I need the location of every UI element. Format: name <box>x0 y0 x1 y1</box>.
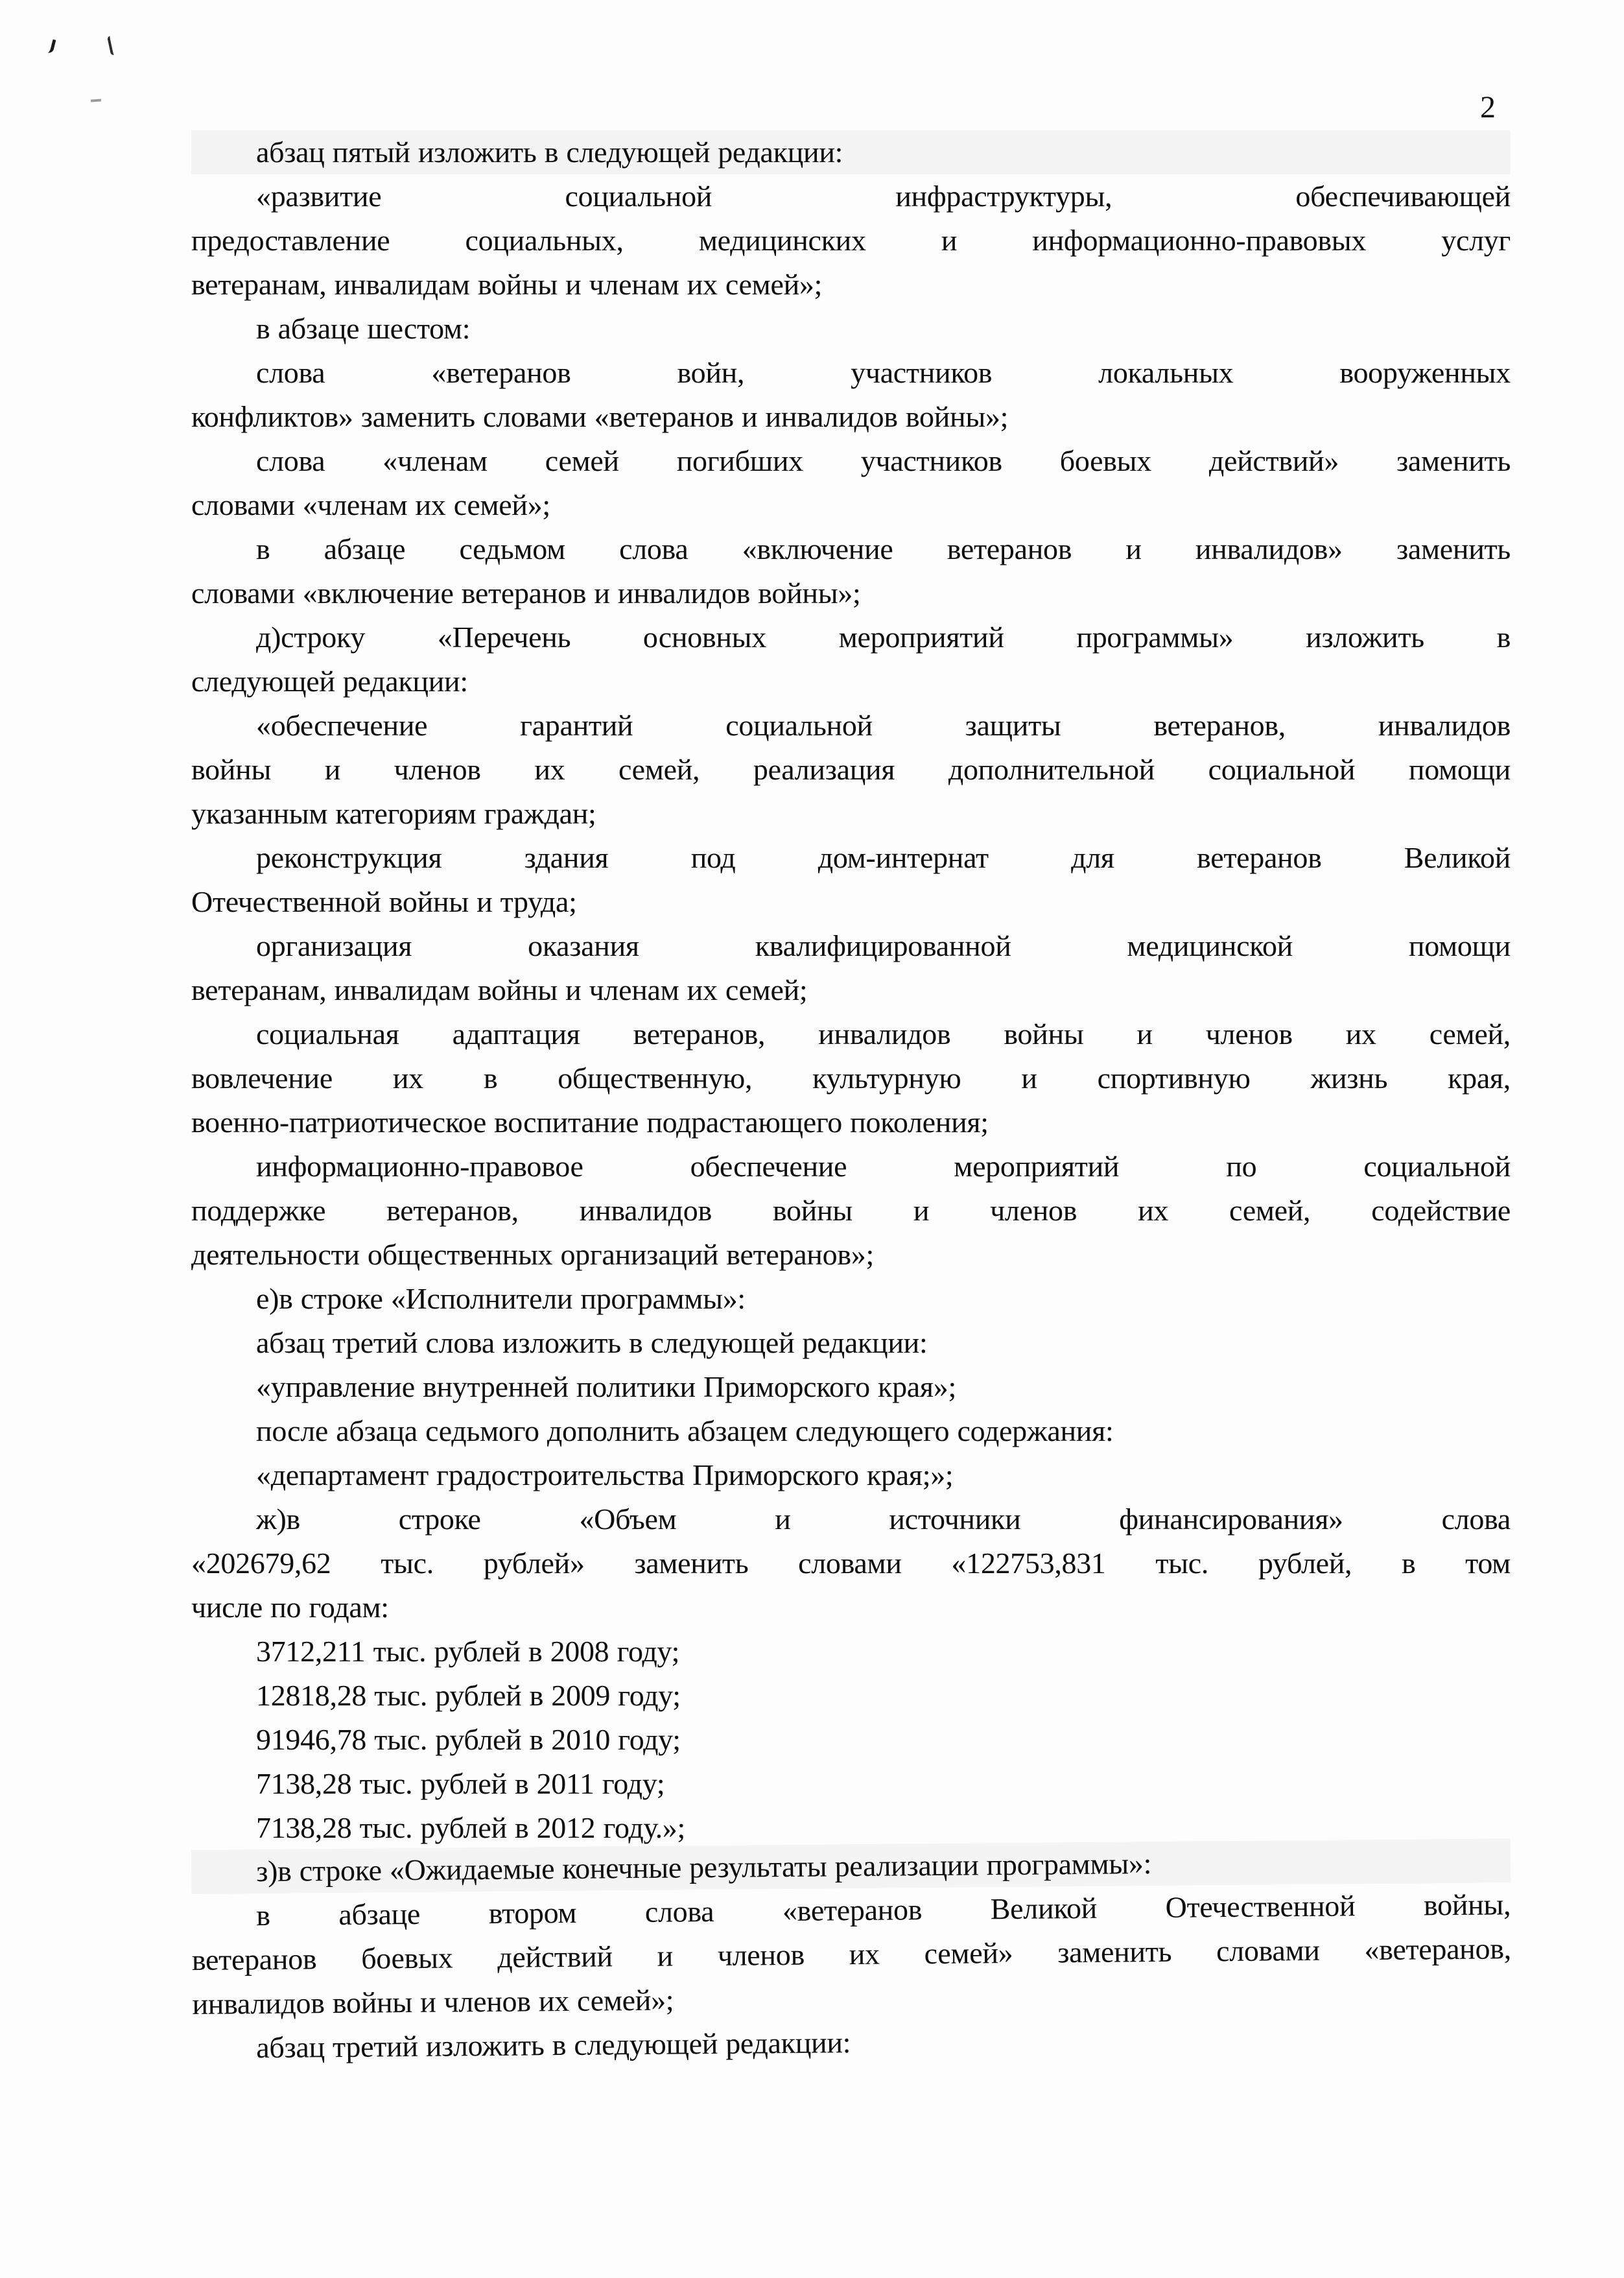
paragraph <box>191 1453 1511 1497</box>
text-line: «департамент градостроительства Приморского края;»; <box>256 1458 954 1491</box>
text-line: ветеранам, инвалидам войны и членам их семей»; <box>191 268 823 301</box>
text-line: информационно-правовое обеспечение мероприятий по социальной <box>256 1150 1511 1183</box>
text-line: социальная адаптация ветеранов, инвалидов войны и членов их семей, <box>256 1017 1511 1050</box>
text-line: организация оказания квалифицированной медицинской помощи <box>256 929 1511 962</box>
paragraph <box>191 1882 1512 2026</box>
scan-speck-dash <box>91 99 101 102</box>
text-line: «управление внутренней политики Приморского края»; <box>256 1370 956 1403</box>
text-line: войны и членов их семей, реализация дополнительной социальной помощи <box>191 753 1511 786</box>
text-line: е)в строке «Исполнители программы»: <box>256 1282 746 1315</box>
text-line: 7138,28 тыс. рублей в 2011 году; <box>256 1767 665 1800</box>
text-line: числе по годам: <box>191 1591 389 1624</box>
text-line: ветеранов боевых действий и членов их семей» заменить словами «ветеранов, <box>191 1932 1512 1976</box>
paragraph <box>191 1409 1511 1453</box>
paragraph <box>191 1718 1511 1762</box>
text-line: словами «включение ветеранов и инвалидов войны»; <box>191 576 861 610</box>
paragraph <box>191 439 1511 527</box>
paragraph <box>191 1321 1511 1365</box>
text-line: вовлечение их в общественную, культурную и спортивную жизнь края, <box>191 1062 1511 1095</box>
paragraph <box>191 130 1511 174</box>
scan-speck-comma <box>45 38 56 54</box>
text-line: в абзаце втором слова «ветеранов Великой Отечественной войны, <box>256 1888 1511 1932</box>
scan-speck-slash <box>107 35 117 55</box>
text-line: следующей редакции: <box>191 665 468 698</box>
text-line: реконструкция здания под дом-интернат для ветеранов Великой <box>256 841 1511 874</box>
text-line: Отечественной войны и труда; <box>191 885 577 918</box>
text-line: конфликтов» заменить словами «ветеранов и инвалидов войны»; <box>191 400 1009 433</box>
text-line: з)в строке «Ожидаемые конечные результаты реализации программы»: <box>191 1838 1511 1894</box>
text-line: деятельности общественных организаций ветеранов»; <box>191 1238 874 1271</box>
paragraph <box>191 527 1511 615</box>
paragraph <box>191 1630 1511 1674</box>
paragraph <box>191 924 1511 1012</box>
paragraph <box>191 1497 1511 1630</box>
text-line: слова «ветеранов войн, участников локальных вооруженных <box>256 356 1511 389</box>
paragraph <box>191 307 1511 351</box>
text-line: поддержке ветеранов, инвалидов войны и членов их семей, содействие <box>191 1194 1511 1227</box>
text-line: после абзаца седьмого дополнить абзацем следующего содержания: <box>256 1414 1114 1447</box>
page-number: 2 <box>1480 90 1496 125</box>
text-line: словами «членам их семей»; <box>191 488 550 521</box>
text-line: ветеранам, инвалидам войны и членам их семей; <box>191 973 808 1006</box>
paragraph <box>191 174 1511 307</box>
paragraph <box>191 836 1511 924</box>
paragraph <box>191 615 1511 704</box>
text-line: «202679,62 тыс. рублей» заменить словами «122753,831 тыс. рублей, в том <box>191 1547 1511 1580</box>
paragraph <box>191 1012 1511 1145</box>
text-line: предоставление социальных, медицинских и информационно-правовых услуг <box>191 224 1511 257</box>
text-line: «развитие социальной инфраструктуры, обеспечивающей <box>256 180 1511 213</box>
text-line: 12818,28 тыс. рублей в 2009 году; <box>256 1679 681 1712</box>
text-line: ж)в строке «Объем и источники финансирования» слова <box>256 1502 1511 1536</box>
text-line: абзац третий слова изложить в следующей редакции: <box>256 1326 928 1359</box>
paragraph <box>191 351 1511 439</box>
paragraph <box>191 1762 1511 1806</box>
text-line: абзац пятый изложить в следующей редакции: <box>191 130 1511 174</box>
text-line: военно-патриотическое воспитание подрастающего поколения; <box>191 1106 989 1139</box>
text-line: инвалидов войны и членов их семей»; <box>192 1983 674 2021</box>
text-line: указанным категориям граждан; <box>191 797 596 830</box>
text-line: 91946,78 тыс. рублей в 2010 году; <box>256 1723 681 1756</box>
paragraph <box>191 1277 1511 1321</box>
text-line: в абзаце седьмом слова «включение ветеранов и инвалидов» заменить <box>256 532 1511 565</box>
paragraph <box>191 1365 1511 1409</box>
document-body <box>191 130 1511 2070</box>
text-line: абзац третий изложить в следующей редакции: <box>256 2026 851 2065</box>
paragraph <box>191 1674 1511 1718</box>
paragraph <box>191 704 1511 836</box>
text-line: 7138,28 тыс. рублей в 2012 году.»; <box>256 1811 685 1844</box>
text-line: «обеспечение гарантий социальной защиты ветеранов, инвалидов <box>256 709 1511 742</box>
text-line: 3712,211 тыс. рублей в 2008 году; <box>256 1635 680 1668</box>
paragraph <box>191 1145 1511 1277</box>
text-line: слова «членам семей погибших участников боевых действий» заменить <box>256 444 1511 477</box>
text-line: в абзаце шестом: <box>256 312 471 345</box>
text-line: д)строку «Перечень основных мероприятий программы» изложить в <box>256 621 1511 654</box>
